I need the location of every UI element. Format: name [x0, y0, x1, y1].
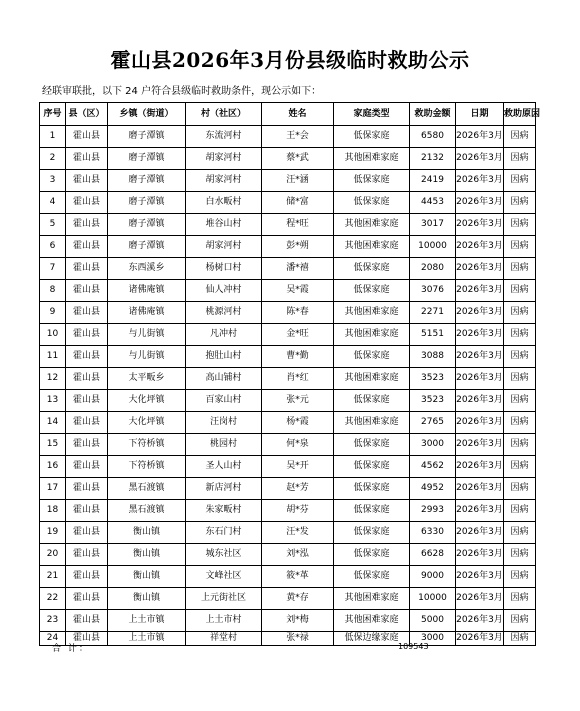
cell-date: 2026年3月	[456, 148, 504, 170]
cell-name: 杨*霞	[262, 412, 334, 434]
cell-town: 磨子潭镇	[108, 192, 186, 214]
cell-reason: 因病	[504, 148, 536, 170]
cell-name: 吴*开	[262, 456, 334, 478]
cell-amount: 2765	[410, 412, 456, 434]
cell-date: 2026年3月	[456, 214, 504, 236]
cell-village: 凡冲村	[186, 324, 262, 346]
table-row	[40, 302, 536, 324]
cell-name: 刘*泓	[262, 544, 334, 566]
cell-reason: 因病	[504, 236, 536, 258]
cell-town: 磨子潭镇	[108, 126, 186, 148]
cell-family-type: 低保家庭	[334, 522, 410, 544]
cell-date: 2026年3月	[456, 368, 504, 390]
cell-reason: 因病	[504, 412, 536, 434]
col-header-amount: 救助金额	[410, 103, 456, 126]
cell-amount: 6330	[410, 522, 456, 544]
cell-county: 霍山县	[66, 610, 108, 632]
cell-amount: 5000	[410, 610, 456, 632]
cell-amount: 6628	[410, 544, 456, 566]
cell-date: 2026年3月	[456, 324, 504, 346]
cell-index: 1	[40, 126, 66, 148]
cell-family-type: 低保家庭	[334, 346, 410, 368]
cell-reason: 因病	[504, 632, 536, 646]
cell-amount: 2993	[410, 500, 456, 522]
cell-name: 赵*芳	[262, 478, 334, 500]
cell-county: 霍山县	[66, 280, 108, 302]
cell-family-type: 其他困难家庭	[334, 148, 410, 170]
cell-amount: 10000	[410, 588, 456, 610]
cell-index: 6	[40, 236, 66, 258]
cell-amount: 4952	[410, 478, 456, 500]
cell-index: 18	[40, 500, 66, 522]
cell-family-type: 低保边缘家庭	[334, 632, 410, 646]
cell-reason: 因病	[504, 192, 536, 214]
cell-index: 14	[40, 412, 66, 434]
cell-date: 2026年3月	[456, 412, 504, 434]
cell-date: 2026年3月	[456, 390, 504, 412]
cell-amount: 3017	[410, 214, 456, 236]
cell-town: 诸佛庵镇	[108, 302, 186, 324]
cell-index: 20	[40, 544, 66, 566]
cell-reason: 因病	[504, 434, 536, 456]
table-row	[40, 632, 536, 646]
cell-amount: 3000	[410, 434, 456, 456]
table-row	[40, 390, 536, 412]
cell-date: 2026年3月	[456, 236, 504, 258]
cell-date: 2026年3月	[456, 302, 504, 324]
cell-village: 胡家河村	[186, 148, 262, 170]
cell-village: 汪岗村	[186, 412, 262, 434]
cell-date: 2026年3月	[456, 192, 504, 214]
cell-name: 汪*涵	[262, 170, 334, 192]
table-row	[40, 588, 536, 610]
cell-family-type: 低保家庭	[334, 280, 410, 302]
cell-village: 新店河村	[186, 478, 262, 500]
cell-county: 霍山县	[66, 566, 108, 588]
cell-town: 东西溪乡	[108, 258, 186, 280]
cell-county: 霍山县	[66, 214, 108, 236]
table-row	[40, 324, 536, 346]
cell-county: 霍山县	[66, 192, 108, 214]
cell-village: 仙人冲村	[186, 280, 262, 302]
cell-name: 曹*勤	[262, 346, 334, 368]
cell-county: 霍山县	[66, 478, 108, 500]
cell-town: 衡山镇	[108, 588, 186, 610]
cell-reason: 因病	[504, 500, 536, 522]
cell-name: 筱*革	[262, 566, 334, 588]
cell-index: 7	[40, 258, 66, 280]
cell-amount: 3076	[410, 280, 456, 302]
col-header-town: 乡镇（街道）	[108, 103, 186, 126]
cell-date: 2026年3月	[456, 126, 504, 148]
cell-town: 大化坪镇	[108, 412, 186, 434]
cell-town: 磨子潭镇	[108, 236, 186, 258]
cell-index: 22	[40, 588, 66, 610]
cell-amount: 3523	[410, 368, 456, 390]
relief-table	[39, 102, 541, 646]
cell-family-type: 低保家庭	[334, 126, 410, 148]
cell-town: 黑石渡镇	[108, 478, 186, 500]
cell-reason: 因病	[504, 390, 536, 412]
cell-index: 3	[40, 170, 66, 192]
cell-family-type: 其他困难家庭	[334, 324, 410, 346]
cell-date: 2026年3月	[456, 588, 504, 610]
cell-village: 百家山村	[186, 390, 262, 412]
cell-county: 霍山县	[66, 588, 108, 610]
cell-reason: 因病	[504, 522, 536, 544]
cell-name: 何*泉	[262, 434, 334, 456]
cell-amount: 3000	[410, 632, 456, 646]
cell-village: 城东社区	[186, 544, 262, 566]
col-header-village: 村（社区）	[186, 103, 262, 126]
table-row	[40, 456, 536, 478]
cell-name: 陈*春	[262, 302, 334, 324]
cell-name: 胡*芬	[262, 500, 334, 522]
cell-town: 磨子潭镇	[108, 170, 186, 192]
table-row	[40, 258, 536, 280]
cell-family-type: 其他困难家庭	[334, 588, 410, 610]
cell-index: 8	[40, 280, 66, 302]
cell-county: 霍山县	[66, 390, 108, 412]
cell-date: 2026年3月	[456, 632, 504, 646]
cell-index: 10	[40, 324, 66, 346]
col-header-date: 日期	[456, 103, 504, 126]
cell-amount: 3088	[410, 346, 456, 368]
table-header-row	[40, 103, 536, 126]
cell-village: 杨树口村	[186, 258, 262, 280]
cell-name: 张*禄	[262, 632, 334, 646]
table-row	[40, 236, 536, 258]
cell-family-type: 低保家庭	[334, 478, 410, 500]
cell-date: 2026年3月	[456, 170, 504, 192]
cell-reason: 因病	[504, 258, 536, 280]
col-header-family-type: 家庭类型	[334, 103, 410, 126]
cell-index: 23	[40, 610, 66, 632]
cell-amount: 9000	[410, 566, 456, 588]
cell-index: 15	[40, 434, 66, 456]
cell-county: 霍山县	[66, 522, 108, 544]
cell-date: 2026年3月	[456, 434, 504, 456]
table-row	[40, 478, 536, 500]
cell-town: 衡山镇	[108, 522, 186, 544]
cell-amount: 2271	[410, 302, 456, 324]
cell-family-type: 低保家庭	[334, 258, 410, 280]
cell-name: 金*旺	[262, 324, 334, 346]
col-header-index: 序号	[40, 103, 66, 126]
cell-village: 上土市村	[186, 610, 262, 632]
cell-reason: 因病	[504, 324, 536, 346]
cell-amount: 4453	[410, 192, 456, 214]
cell-name: 王*会	[262, 126, 334, 148]
col-header-reason: 救助原因	[504, 103, 536, 126]
cell-name: 张*元	[262, 390, 334, 412]
cell-village: 抱肚山村	[186, 346, 262, 368]
cell-date: 2026年3月	[456, 280, 504, 302]
cell-name: 程*旺	[262, 214, 334, 236]
cell-reason: 因病	[504, 126, 536, 148]
cell-town: 衡山镇	[108, 566, 186, 588]
cell-village: 胡家河村	[186, 170, 262, 192]
cell-reason: 因病	[504, 346, 536, 368]
cell-county: 霍山县	[66, 170, 108, 192]
cell-family-type: 低保家庭	[334, 390, 410, 412]
cell-name: 黄*存	[262, 588, 334, 610]
cell-family-type: 低保家庭	[334, 500, 410, 522]
cell-index: 12	[40, 368, 66, 390]
cell-reason: 因病	[504, 544, 536, 566]
cell-date: 2026年3月	[456, 346, 504, 368]
cell-town: 黑石渡镇	[108, 500, 186, 522]
cell-index: 5	[40, 214, 66, 236]
cell-village: 胡家河村	[186, 236, 262, 258]
cell-amount: 2080	[410, 258, 456, 280]
cell-date: 2026年3月	[456, 522, 504, 544]
total-amount: 109543	[398, 642, 429, 651]
col-header-name: 姓名	[262, 103, 334, 126]
page-title: 霍山县2026年3月份县级临时救助公示	[110, 48, 470, 72]
cell-reason: 因病	[504, 302, 536, 324]
cell-county: 霍山县	[66, 544, 108, 566]
cell-county: 霍山县	[66, 126, 108, 148]
cell-town: 太平畈乡	[108, 368, 186, 390]
cell-county: 霍山县	[66, 302, 108, 324]
cell-village: 白水畈村	[186, 192, 262, 214]
cell-village: 东流河村	[186, 126, 262, 148]
cell-town: 衡山镇	[108, 544, 186, 566]
cell-amount: 4562	[410, 456, 456, 478]
cell-village: 东石门村	[186, 522, 262, 544]
cell-county: 霍山县	[66, 632, 108, 646]
cell-town: 上土市镇	[108, 610, 186, 632]
cell-amount: 5151	[410, 324, 456, 346]
cell-family-type: 低保家庭	[334, 456, 410, 478]
col-header-county: 县（区）	[66, 103, 108, 126]
cell-name: 彭*朔	[262, 236, 334, 258]
table-row	[40, 170, 536, 192]
cell-index: 13	[40, 390, 66, 412]
table-row	[40, 412, 536, 434]
cell-reason: 因病	[504, 170, 536, 192]
table-row	[40, 566, 536, 588]
cell-town: 下符桥镇	[108, 434, 186, 456]
cell-name: 蔡*武	[262, 148, 334, 170]
cell-date: 2026年3月	[456, 500, 504, 522]
table-row	[40, 544, 536, 566]
cell-family-type: 其他困难家庭	[334, 236, 410, 258]
cell-reason: 因病	[504, 478, 536, 500]
cell-index: 11	[40, 346, 66, 368]
cell-reason: 因病	[504, 280, 536, 302]
cell-village: 文峰社区	[186, 566, 262, 588]
cell-reason: 因病	[504, 214, 536, 236]
cell-family-type: 其他困难家庭	[334, 214, 410, 236]
cell-county: 霍山县	[66, 368, 108, 390]
cell-village: 祥堂村	[186, 632, 262, 646]
cell-village: 堆谷山村	[186, 214, 262, 236]
cell-name: 肖*红	[262, 368, 334, 390]
table-row	[40, 126, 536, 148]
cell-village: 上元街社区	[186, 588, 262, 610]
cell-county: 霍山县	[66, 456, 108, 478]
cell-county: 霍山县	[66, 346, 108, 368]
cell-family-type: 低保家庭	[334, 192, 410, 214]
cell-county: 霍山县	[66, 258, 108, 280]
cell-reason: 因病	[504, 368, 536, 390]
cell-index: 19	[40, 522, 66, 544]
cell-village: 高山铺村	[186, 368, 262, 390]
table-row	[40, 610, 536, 632]
table-row	[40, 148, 536, 170]
cell-index: 24	[40, 632, 66, 646]
cell-county: 霍山县	[66, 324, 108, 346]
cell-name: 潘*禧	[262, 258, 334, 280]
cell-date: 2026年3月	[456, 478, 504, 500]
cell-family-type: 其他困难家庭	[334, 302, 410, 324]
cell-county: 霍山县	[66, 500, 108, 522]
cell-index: 16	[40, 456, 66, 478]
cell-date: 2026年3月	[456, 258, 504, 280]
cell-town: 诸佛庵镇	[108, 280, 186, 302]
cell-date: 2026年3月	[456, 610, 504, 632]
cell-town: 与儿街镇	[108, 324, 186, 346]
table-row	[40, 346, 536, 368]
cell-village: 桃园村	[186, 434, 262, 456]
cell-county: 霍山县	[66, 434, 108, 456]
cell-village: 朱家畈村	[186, 500, 262, 522]
table-body	[40, 126, 536, 646]
cell-family-type: 其他困难家庭	[334, 368, 410, 390]
cell-village: 圣人山村	[186, 456, 262, 478]
cell-reason: 因病	[504, 588, 536, 610]
cell-reason: 因病	[504, 456, 536, 478]
cell-reason: 因病	[504, 610, 536, 632]
cell-name: 吴*霞	[262, 280, 334, 302]
table-row	[40, 368, 536, 390]
cell-county: 霍山县	[66, 148, 108, 170]
cell-family-type: 其他困难家庭	[334, 412, 410, 434]
cell-family-type: 低保家庭	[334, 544, 410, 566]
cell-date: 2026年3月	[456, 544, 504, 566]
table-row	[40, 500, 536, 522]
cell-town: 上土市镇	[108, 632, 186, 646]
cell-village: 桃源河村	[186, 302, 262, 324]
cell-amount: 6580	[410, 126, 456, 148]
table-row	[40, 214, 536, 236]
cell-name: 汪*发	[262, 522, 334, 544]
cell-index: 9	[40, 302, 66, 324]
intro-text: 经联审联批，以下 24 户符合县级临时救助条件，现公示如下：	[42, 86, 322, 97]
cell-index: 4	[40, 192, 66, 214]
table-row	[40, 280, 536, 302]
cell-town: 与儿街镇	[108, 346, 186, 368]
table-row	[40, 192, 536, 214]
cell-date: 2026年3月	[456, 456, 504, 478]
cell-reason: 因病	[504, 566, 536, 588]
cell-town: 磨子潭镇	[108, 214, 186, 236]
cell-amount: 2419	[410, 170, 456, 192]
total-label: 合 计：	[52, 644, 90, 654]
cell-index: 21	[40, 566, 66, 588]
cell-town: 大化坪镇	[108, 390, 186, 412]
cell-index: 17	[40, 478, 66, 500]
cell-name: 储*富	[262, 192, 334, 214]
cell-amount: 10000	[410, 236, 456, 258]
cell-family-type: 其他困难家庭	[334, 610, 410, 632]
table-row	[40, 434, 536, 456]
cell-name: 刘*梅	[262, 610, 334, 632]
cell-family-type: 低保家庭	[334, 170, 410, 192]
cell-county: 霍山县	[66, 412, 108, 434]
cell-date: 2026年3月	[456, 566, 504, 588]
cell-county: 霍山县	[66, 236, 108, 258]
cell-family-type: 低保家庭	[334, 434, 410, 456]
cell-amount: 3523	[410, 390, 456, 412]
cell-town: 下符桥镇	[108, 456, 186, 478]
cell-town: 磨子潭镇	[108, 148, 186, 170]
table-row	[40, 522, 536, 544]
cell-family-type: 低保家庭	[334, 566, 410, 588]
cell-amount: 2132	[410, 148, 456, 170]
cell-index: 2	[40, 148, 66, 170]
